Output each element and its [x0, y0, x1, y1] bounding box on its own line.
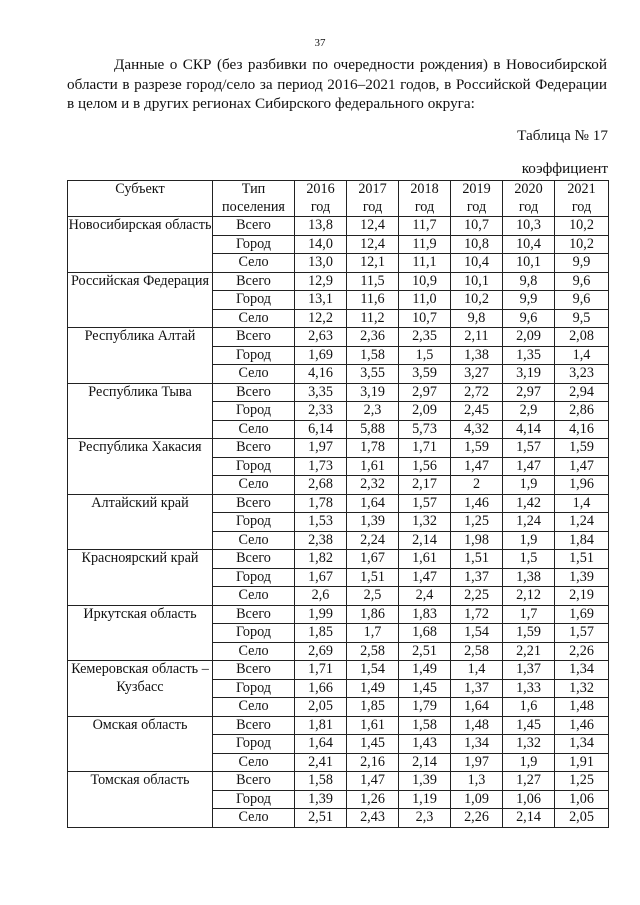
value-cell: 1,59 [555, 439, 609, 458]
header-year-suffix: год [362, 198, 383, 215]
value-cell: 5,73 [399, 420, 451, 439]
value-cell: 2,19 [555, 587, 609, 606]
settlement-type-cell: Всего [213, 661, 295, 680]
settlement-type-cell: Город [213, 513, 295, 532]
value-cell: 4,16 [555, 420, 609, 439]
settlement-type-cell: Село [213, 753, 295, 772]
table-row [68, 605, 609, 624]
subject-cell: Кемеровская область – Кузбасс [68, 661, 213, 717]
value-cell: 1,47 [503, 457, 555, 476]
table-row [68, 217, 609, 236]
value-cell: 1,38 [451, 346, 503, 365]
value-cell: 1,51 [347, 568, 399, 587]
value-cell: 2,68 [295, 476, 347, 495]
value-cell: 1,42 [503, 494, 555, 513]
subject-cell: Омская область [68, 716, 213, 772]
settlement-type-cell: Город [213, 735, 295, 754]
table-row [68, 439, 609, 458]
value-cell: 1,61 [399, 550, 451, 569]
value-cell: 1,48 [555, 698, 609, 717]
value-cell: 3,19 [503, 365, 555, 384]
value-cell: 2,5 [347, 587, 399, 606]
value-cell: 2,26 [451, 809, 503, 828]
value-cell: 2,43 [347, 809, 399, 828]
value-cell: 2 [451, 476, 503, 495]
value-cell: 9,5 [555, 309, 609, 328]
value-cell: 2,32 [347, 476, 399, 495]
header-year [451, 181, 503, 217]
value-cell: 9,9 [555, 254, 609, 273]
value-cell: 11,2 [347, 309, 399, 328]
value-cell: 2,09 [503, 328, 555, 347]
value-cell: 1,67 [347, 550, 399, 569]
value-cell: 2,36 [347, 328, 399, 347]
value-cell: 12,9 [295, 272, 347, 291]
header-year-number: 2021 [567, 181, 596, 197]
value-cell: 1,19 [399, 790, 451, 809]
value-cell: 1,9 [503, 753, 555, 772]
value-cell: 2,45 [451, 402, 503, 421]
value-cell: 1,37 [451, 679, 503, 698]
value-cell: 1,67 [295, 568, 347, 587]
header-subject: Субъект [68, 181, 213, 217]
settlement-type-cell: Село [213, 642, 295, 661]
value-cell: 2,94 [555, 383, 609, 402]
value-cell: 1,34 [451, 735, 503, 754]
header-year-suffix: год [518, 198, 539, 215]
value-cell: 9,8 [451, 309, 503, 328]
header-year-suffix: год [466, 198, 487, 215]
value-cell: 9,6 [555, 272, 609, 291]
header-year-suffix: год [414, 198, 435, 215]
value-cell: 14,0 [295, 235, 347, 254]
value-cell: 13,8 [295, 217, 347, 236]
table-row [68, 661, 609, 680]
header-year-suffix: год [310, 198, 331, 215]
value-cell: 1,25 [555, 772, 609, 791]
value-cell: 1,7 [503, 605, 555, 624]
value-cell: 2,41 [295, 753, 347, 772]
value-cell: 1,58 [399, 716, 451, 735]
value-cell: 9,8 [503, 272, 555, 291]
value-cell: 1,59 [451, 439, 503, 458]
value-cell: 1,58 [347, 346, 399, 365]
subject-cell: Иркутская область [68, 605, 213, 661]
value-cell: 1,99 [295, 605, 347, 624]
value-cell: 1,45 [347, 735, 399, 754]
settlement-type-cell: Всего [213, 217, 295, 236]
value-cell: 1,45 [399, 679, 451, 698]
value-cell: 12,4 [347, 217, 399, 236]
value-cell: 1,32 [399, 513, 451, 532]
settlement-type-cell: Город [213, 457, 295, 476]
value-cell: 2,3 [399, 809, 451, 828]
subject-cell: Красноярский край [68, 550, 213, 606]
value-cell: 2,69 [295, 642, 347, 661]
value-cell: 1,85 [295, 624, 347, 643]
value-cell: 2,33 [295, 402, 347, 421]
value-cell: 1,39 [555, 568, 609, 587]
value-cell: 2,4 [399, 587, 451, 606]
value-cell: 2,58 [451, 642, 503, 661]
value-cell: 6,14 [295, 420, 347, 439]
value-cell: 2,35 [399, 328, 451, 347]
value-cell: 1,34 [555, 735, 609, 754]
table-caption: Таблица № 17 [517, 127, 608, 144]
value-cell: 9,9 [503, 291, 555, 310]
value-cell: 12,1 [347, 254, 399, 273]
value-cell: 2,9 [503, 402, 555, 421]
value-cell: 10,4 [451, 254, 503, 273]
settlement-type-cell: Село [213, 365, 295, 384]
value-cell: 5,88 [347, 420, 399, 439]
table-row [68, 383, 609, 402]
header-type-line2: поселения [222, 198, 285, 215]
value-cell: 1,7 [347, 624, 399, 643]
value-cell: 1,58 [295, 772, 347, 791]
header-year [503, 181, 555, 217]
value-cell: 1,24 [503, 513, 555, 532]
value-cell: 11,0 [399, 291, 451, 310]
value-cell: 2,38 [295, 531, 347, 550]
value-cell: 1,49 [399, 661, 451, 680]
value-cell: 1,35 [503, 346, 555, 365]
value-cell: 1,97 [451, 753, 503, 772]
value-cell: 4,14 [503, 420, 555, 439]
settlement-type-cell: Всего [213, 550, 295, 569]
value-cell: 1,09 [451, 790, 503, 809]
value-cell: 1,48 [451, 716, 503, 735]
value-cell: 2,26 [555, 642, 609, 661]
settlement-type-cell: Всего [213, 494, 295, 513]
value-cell: 1,84 [555, 531, 609, 550]
value-cell: 2,05 [555, 809, 609, 828]
settlement-type-cell: Село [213, 420, 295, 439]
value-cell: 3,59 [399, 365, 451, 384]
value-cell: 1,49 [347, 679, 399, 698]
table-row [68, 772, 609, 791]
intro-paragraph: Данные о СКР (без разбивки по очередности рождения) в Новосибирской области в разрезе город/село за период 2016–2021 годов, в Российской Федерации в целом и в других регионах Сибирского федерального округа: [67, 56, 607, 112]
unit-label: коэффициент [521, 160, 608, 177]
header-year-number: 2017 [358, 181, 387, 197]
value-cell: 2,05 [295, 698, 347, 717]
value-cell: 2,6 [295, 587, 347, 606]
settlement-type-cell: Город [213, 624, 295, 643]
subject-cell: Республика Хакасия [68, 439, 213, 495]
value-cell: 1,51 [451, 550, 503, 569]
settlement-type-cell: Село [213, 587, 295, 606]
value-cell: 4,16 [295, 365, 347, 384]
value-cell: 2,17 [399, 476, 451, 495]
settlement-type-cell: Всего [213, 272, 295, 291]
value-cell: 9,6 [555, 291, 609, 310]
value-cell: 1,47 [555, 457, 609, 476]
header-year-number: 2020 [514, 181, 543, 197]
value-cell: 1,06 [555, 790, 609, 809]
value-cell: 10,3 [503, 217, 555, 236]
value-cell: 1,78 [347, 439, 399, 458]
header-year-number: 2019 [462, 181, 491, 197]
value-cell: 1,3 [451, 772, 503, 791]
value-cell: 10,7 [399, 309, 451, 328]
value-cell: 1,37 [451, 568, 503, 587]
value-cell: 1,61 [347, 457, 399, 476]
settlement-type-cell: Всего [213, 772, 295, 791]
value-cell: 2,51 [399, 642, 451, 661]
value-cell: 1,47 [451, 457, 503, 476]
value-cell: 1,91 [555, 753, 609, 772]
header-year [399, 181, 451, 217]
table-header-row [68, 181, 609, 217]
value-cell: 3,23 [555, 365, 609, 384]
table-row [68, 494, 609, 513]
value-cell: 1,39 [295, 790, 347, 809]
value-cell: 1,39 [399, 772, 451, 791]
value-cell: 2,72 [451, 383, 503, 402]
value-cell: 10,9 [399, 272, 451, 291]
value-cell: 1,25 [451, 513, 503, 532]
value-cell: 3,27 [451, 365, 503, 384]
value-cell: 10,1 [503, 254, 555, 273]
settlement-type-cell: Село [213, 531, 295, 550]
value-cell: 2,97 [399, 383, 451, 402]
value-cell: 10,7 [451, 217, 503, 236]
value-cell: 2,08 [555, 328, 609, 347]
value-cell: 1,32 [503, 735, 555, 754]
value-cell: 2,14 [399, 753, 451, 772]
value-cell: 1,4 [555, 494, 609, 513]
value-cell: 11,5 [347, 272, 399, 291]
value-cell: 10,1 [451, 272, 503, 291]
value-cell: 1,97 [295, 439, 347, 458]
value-cell: 1,34 [555, 661, 609, 680]
settlement-type-cell: Всего [213, 328, 295, 347]
value-cell: 1,86 [347, 605, 399, 624]
table-row [68, 272, 609, 291]
subject-cell: Республика Алтай [68, 328, 213, 384]
value-cell: 9,6 [503, 309, 555, 328]
value-cell: 11,7 [399, 217, 451, 236]
value-cell: 1,06 [503, 790, 555, 809]
value-cell: 1,47 [399, 568, 451, 587]
settlement-type-cell: Село [213, 254, 295, 273]
subject-cell: Российская Федерация [68, 272, 213, 328]
value-cell: 1,26 [347, 790, 399, 809]
settlement-type-cell: Город [213, 346, 295, 365]
value-cell: 12,4 [347, 235, 399, 254]
value-cell: 1,61 [347, 716, 399, 735]
value-cell: 1,96 [555, 476, 609, 495]
value-cell: 1,66 [295, 679, 347, 698]
value-cell: 13,0 [295, 254, 347, 273]
value-cell: 1,53 [295, 513, 347, 532]
subject-cell: Республика Тыва [68, 383, 213, 439]
value-cell: 1,51 [555, 550, 609, 569]
value-cell: 2,21 [503, 642, 555, 661]
value-cell: 1,9 [503, 476, 555, 495]
table-row [68, 550, 609, 569]
value-cell: 1,27 [503, 772, 555, 791]
value-cell: 1,54 [347, 661, 399, 680]
value-cell: 1,72 [451, 605, 503, 624]
value-cell: 13,1 [295, 291, 347, 310]
value-cell: 2,14 [503, 809, 555, 828]
header-year [347, 181, 399, 217]
subject-cell: Алтайский край [68, 494, 213, 550]
value-cell: 2,63 [295, 328, 347, 347]
value-cell: 2,14 [399, 531, 451, 550]
value-cell: 4,32 [451, 420, 503, 439]
value-cell: 1,24 [555, 513, 609, 532]
value-cell: 3,19 [347, 383, 399, 402]
value-cell: 12,2 [295, 309, 347, 328]
table-row [68, 716, 609, 735]
value-cell: 1,5 [503, 550, 555, 569]
value-cell: 1,59 [503, 624, 555, 643]
settlement-type-cell: Город [213, 568, 295, 587]
settlement-type-cell: Город [213, 790, 295, 809]
value-cell: 2,24 [347, 531, 399, 550]
value-cell: 1,46 [555, 716, 609, 735]
value-cell: 2,3 [347, 402, 399, 421]
value-cell: 2,09 [399, 402, 451, 421]
value-cell: 10,2 [555, 217, 609, 236]
value-cell: 1,82 [295, 550, 347, 569]
header-type-line1: Тип [241, 181, 266, 197]
settlement-type-cell: Село [213, 809, 295, 828]
subject-cell: Новосибирская область [68, 217, 213, 273]
value-cell: 1,64 [347, 494, 399, 513]
header-year-number: 2018 [410, 181, 439, 197]
settlement-type-cell: Всего [213, 605, 295, 624]
header-year [295, 181, 347, 217]
value-cell: 2,11 [451, 328, 503, 347]
value-cell: 1,57 [399, 494, 451, 513]
value-cell: 1,38 [503, 568, 555, 587]
value-cell: 10,2 [451, 291, 503, 310]
header-settlement-type [213, 181, 295, 217]
value-cell: 1,43 [399, 735, 451, 754]
value-cell: 1,71 [295, 661, 347, 680]
value-cell: 1,56 [399, 457, 451, 476]
settlement-type-cell: Город [213, 402, 295, 421]
value-cell: 2,12 [503, 587, 555, 606]
value-cell: 1,73 [295, 457, 347, 476]
value-cell: 1,83 [399, 605, 451, 624]
settlement-type-cell: Всего [213, 383, 295, 402]
value-cell: 10,8 [451, 235, 503, 254]
value-cell: 11,9 [399, 235, 451, 254]
value-cell: 11,1 [399, 254, 451, 273]
value-cell: 1,81 [295, 716, 347, 735]
value-cell: 1,78 [295, 494, 347, 513]
value-cell: 2,86 [555, 402, 609, 421]
value-cell: 1,37 [503, 661, 555, 680]
value-cell: 11,6 [347, 291, 399, 310]
settlement-type-cell: Село [213, 698, 295, 717]
value-cell: 1,39 [347, 513, 399, 532]
value-cell: 3,55 [347, 365, 399, 384]
value-cell: 1,5 [399, 346, 451, 365]
value-cell: 1,9 [503, 531, 555, 550]
value-cell: 3,35 [295, 383, 347, 402]
value-cell: 2,16 [347, 753, 399, 772]
value-cell: 10,2 [555, 235, 609, 254]
settlement-type-cell: Всего [213, 716, 295, 735]
value-cell: 1,64 [295, 735, 347, 754]
settlement-type-cell: Село [213, 476, 295, 495]
value-cell: 1,68 [399, 624, 451, 643]
page-number: 37 [314, 37, 326, 49]
value-cell: 1,45 [503, 716, 555, 735]
settlement-type-cell: Город [213, 679, 295, 698]
header-year-suffix: год [571, 198, 592, 215]
value-cell: 1,69 [295, 346, 347, 365]
value-cell: 1,33 [503, 679, 555, 698]
value-cell: 2,97 [503, 383, 555, 402]
value-cell: 1,47 [347, 772, 399, 791]
value-cell: 1,32 [555, 679, 609, 698]
value-cell: 1,69 [555, 605, 609, 624]
value-cell: 1,6 [503, 698, 555, 717]
value-cell: 1,79 [399, 698, 451, 717]
value-cell: 2,25 [451, 587, 503, 606]
settlement-type-cell: Город [213, 235, 295, 254]
value-cell: 1,46 [451, 494, 503, 513]
settlement-type-cell: Село [213, 309, 295, 328]
fertility-table [67, 180, 609, 828]
value-cell: 1,98 [451, 531, 503, 550]
value-cell: 1,4 [555, 346, 609, 365]
value-cell: 10,4 [503, 235, 555, 254]
value-cell: 1,57 [503, 439, 555, 458]
header-year-number: 2016 [306, 181, 335, 197]
table-row [68, 328, 609, 347]
settlement-type-cell: Всего [213, 439, 295, 458]
value-cell: 1,64 [451, 698, 503, 717]
value-cell: 2,51 [295, 809, 347, 828]
value-cell: 1,71 [399, 439, 451, 458]
header-year [555, 181, 609, 217]
value-cell: 1,4 [451, 661, 503, 680]
value-cell: 1,57 [555, 624, 609, 643]
subject-cell: Томская область [68, 772, 213, 828]
value-cell: 2,58 [347, 642, 399, 661]
table-body [68, 217, 609, 828]
value-cell: 1,54 [451, 624, 503, 643]
settlement-type-cell: Город [213, 291, 295, 310]
value-cell: 1,85 [347, 698, 399, 717]
